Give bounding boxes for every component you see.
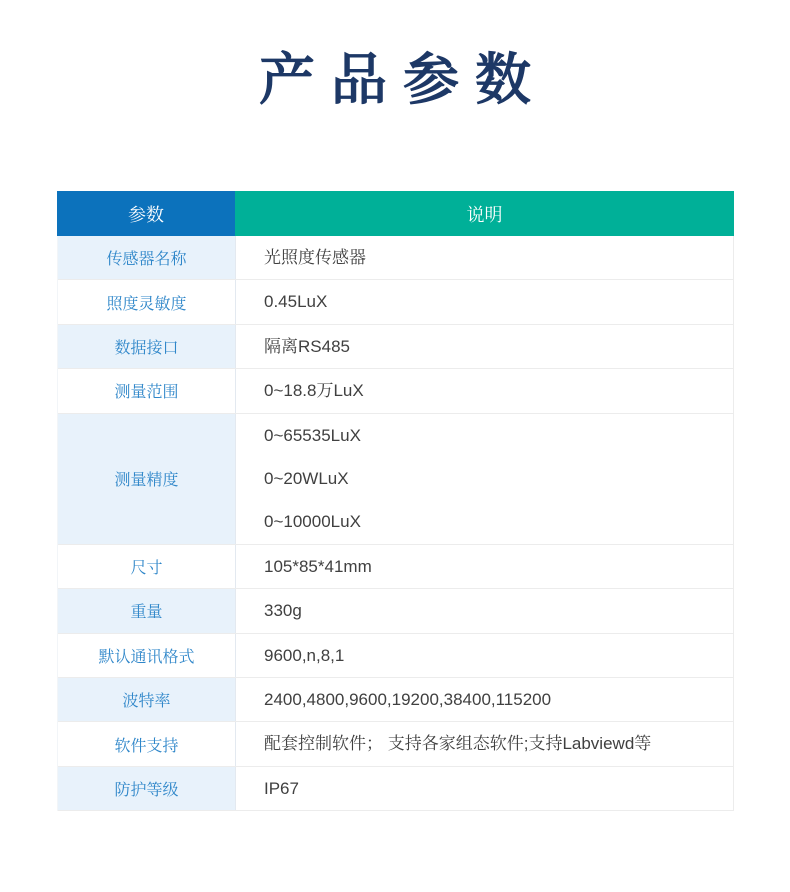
desc-cell	[236, 236, 733, 279]
table-row	[58, 414, 733, 545]
param-cell: 传感器名称	[58, 236, 236, 279]
header-cell-param: 参数	[57, 191, 235, 236]
desc-line: 隔离RS485	[264, 336, 350, 356]
desc-line: 0~65535LuX	[264, 425, 361, 445]
desc-cell	[236, 280, 733, 323]
table-row	[58, 722, 733, 766]
desc-cell	[236, 325, 733, 368]
page-title: 产品参数	[259, 48, 547, 111]
param-cell: 尺寸	[58, 545, 236, 588]
desc-line: 330g	[264, 601, 302, 621]
desc-cell	[236, 369, 733, 412]
desc-line: 配套控制软件； 支持各家组态软件;支持Labviewd等	[264, 734, 652, 754]
header-cell-desc: 说明	[235, 191, 734, 236]
desc-line: 0~20WLuX	[264, 469, 349, 489]
desc-line: IP67	[264, 778, 299, 798]
desc-line: 0~18.8万LuX	[264, 381, 364, 401]
param-cell: 数据接口	[58, 325, 236, 368]
desc-line: 2400,4800,9600,19200,38400,115200	[264, 690, 552, 710]
table-row	[58, 589, 733, 633]
table-header-row	[57, 191, 734, 236]
table-row	[58, 545, 733, 589]
desc-line: 9600,n,8,1	[264, 645, 345, 665]
table-body	[57, 236, 734, 811]
desc-line: 105*85*41mm	[264, 556, 372, 576]
param-cell: 测量范围	[58, 369, 236, 412]
table-row	[58, 678, 733, 722]
desc-line: 0~10000LuX	[264, 512, 361, 532]
param-cell: 默认通讯格式	[58, 634, 236, 677]
desc-line: 0.45LuX	[264, 292, 328, 312]
table-row	[58, 369, 733, 413]
table-row	[58, 280, 733, 324]
desc-cell	[236, 414, 733, 544]
desc-line: 光照度传感器	[264, 248, 366, 267]
table-row	[58, 767, 733, 811]
table-row	[58, 236, 733, 280]
desc-cell	[236, 722, 733, 765]
desc-cell	[236, 589, 733, 632]
table-row	[58, 325, 733, 369]
param-cell: 重量	[58, 589, 236, 632]
desc-cell	[236, 678, 733, 721]
param-cell: 波特率	[58, 678, 236, 721]
desc-cell	[236, 767, 733, 810]
desc-cell	[236, 634, 733, 677]
spec-table	[57, 191, 734, 811]
desc-cell	[236, 545, 733, 588]
param-cell: 防护等级	[58, 767, 236, 810]
param-cell: 测量精度	[58, 414, 236, 544]
table-row	[58, 634, 733, 678]
param-cell: 软件支持	[58, 722, 236, 765]
param-cell: 照度灵敏度	[58, 280, 236, 323]
